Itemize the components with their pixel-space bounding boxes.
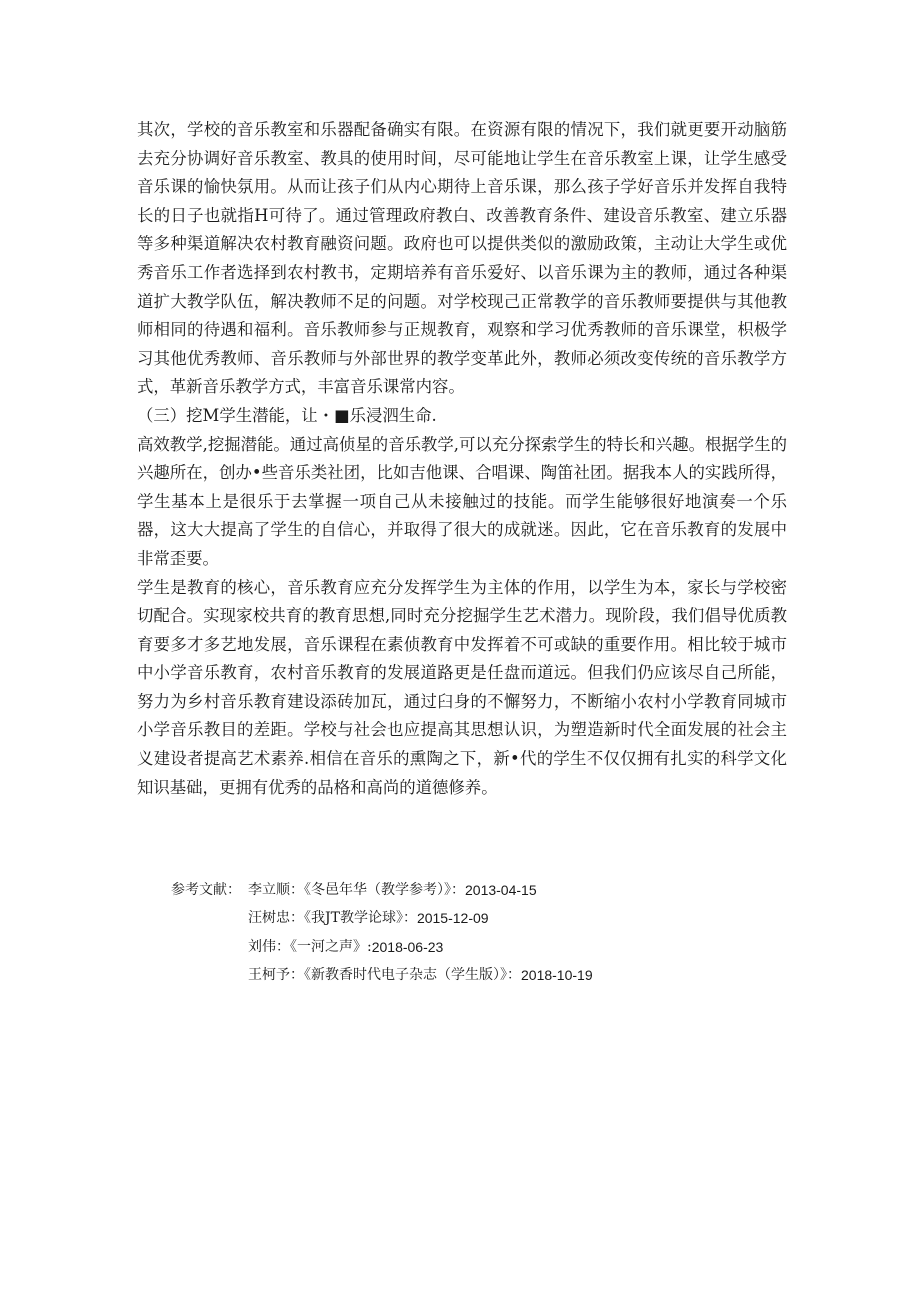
- reference-title: 李立顺：《冬邑年华（教学参考）》：: [248, 882, 465, 898]
- paragraph-resources: 其次，学校的音乐教室和乐器配备确实有限。在资源有限的情况下，我们就更要开动脑筋去充分协调好音乐教室、教具的使用时间，尽可能地让学生在音乐教室上课，让学生感受音乐课的愉快氛用。从而让孩子们从内心期待上音乐课，那么孩子学好音乐并发挥自我特长的日子也就指H可待了。通过管理政府教白、改善教育条件、建设音乐教室、建立乐器等多种渠道解决农村教育融资问题。政府也可以提供类似的激励政策，主动让大学生或优秀音乐工作者选择到农村教书，定期培养有音乐爱好、以音乐课为主的教师，通过各种渠道扩大教学队伍，解决教师不足的问题。对学校现己正常教学的音乐教师要提供与其他教师相同的待遇和福利。音乐教师参与正规教育，观察和学习优秀教师的音乐课堂，枳极学习其他优秀教师、音乐教师与外部世界的教学变革此外，教师必须改变传统的音乐教学方式，革新音乐教学方式，丰富音乐课常内容。: [137, 120, 787, 397]
- reference-indent: [171, 961, 248, 989]
- reference-title: 汪树忠：《我JT教学论球》：: [248, 910, 417, 927]
- reference-date: 2015-12-09: [416, 910, 489, 927]
- body-text: [137, 116, 787, 802]
- reference-date: 2013-04-15: [465, 882, 537, 898]
- reference-item: [171, 904, 791, 932]
- reference-item: [171, 876, 791, 904]
- reference-indent: [171, 933, 248, 961]
- reference-date: 2018-06-23: [371, 938, 444, 955]
- reference-title: 王柯予：《新教香时代电子杂志（学生版）》：: [248, 967, 521, 984]
- reference-date: 2018-10-19: [521, 967, 593, 984]
- section-heading: （三）挖M学生潜能，让・■乐浸泗生命.: [137, 405, 437, 425]
- references: [171, 876, 791, 990]
- references-label: 参考文献：: [171, 882, 241, 898]
- reference-item: [171, 933, 791, 961]
- paragraph-potential: 高效教学,挖掘潜能。通过高侦星的音乐教学,可以充分探索学生的特长和兴趣。根据学生的兴趣所在，创办•些音乐类社团，比如吉他课、合唱课、陶笛社团。据我本人的实践所得，学生基本上是很乐于去掌握一项自己从未接触过的技能。而学生能够很好地演奏一个乐器，这大大提高了学生的自信心，并取得了很大的成就迷。因此，它在音乐教育的发展中非常歪要。: [137, 434, 787, 568]
- reference-title: 刘伟：《一河之声》:: [248, 938, 372, 955]
- reference-indent: [171, 904, 248, 932]
- reference-item: [171, 961, 791, 989]
- paragraph-student-core: 学生是教育的核心，音乐教育应充分发挥学生为主体的作用，以学生为本，家长与学校密切配合。实现家校共育的教育思想,同时充分挖掘学生艺术潜力。现阶段，我们倡导优质教育要多才多艺地发展，音乐课程在素侦教育中发挥着不可或缺的重要作用。相比较于城市中小学音乐教育，农村音乐教育的发展道路更是任盘而道远。但我们仍应该尽自己所能，努力为乡村音乐教育建设添砖加瓦，通过臼身的不懈努力，不断缩小农村小学教育同城市小学音乐教目的差距。学校与社会也应提高其思想认识，为塑造新时代全面发展的社会主义建设者提高艺术素养.相信在音乐的熏陶之下，新•代的学生不仅仅拥有扎实的科学文化知识基础，更拥有优秀的品格和高尚的道德修养。: [137, 577, 787, 797]
